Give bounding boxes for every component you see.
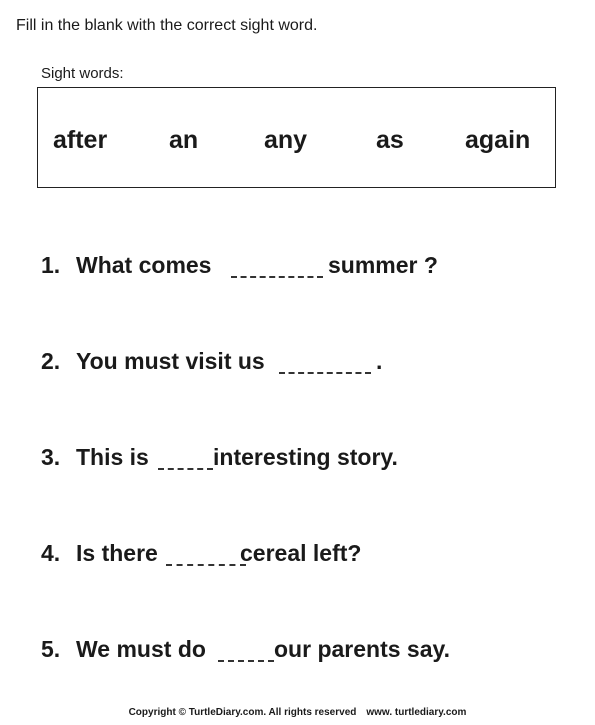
copyright-text: Copyright © TurtleDiary.com. All rights reserved: [128, 707, 357, 718]
question-text-after: cereal left?: [240, 540, 362, 566]
question-text-before: This is: [76, 444, 149, 470]
question-5: [41, 636, 581, 676]
question-2: [41, 348, 581, 388]
question-text-after: our parents say.: [274, 636, 450, 662]
question-3: [41, 444, 581, 484]
question-4: [41, 540, 581, 580]
question-number: 1.: [41, 252, 61, 278]
question-1: [41, 252, 581, 292]
sight-word-any: any: [264, 126, 308, 154]
sight-word-bank: [37, 87, 556, 188]
page-footer: [0, 707, 595, 718]
sight-word-an: an: [169, 126, 199, 154]
question-number: 4.: [41, 540, 61, 566]
answer-blank-4[interactable]: [166, 552, 246, 566]
question-text-before: Is there: [76, 540, 158, 566]
question-text-before: We must do: [76, 636, 206, 662]
sight-word-after: after: [53, 126, 108, 154]
question-number: 2.: [41, 348, 61, 374]
question-text-before: You must visit us: [76, 348, 265, 374]
website-text: www. turtlediary.com: [366, 707, 467, 718]
question-text-after: .: [376, 348, 383, 374]
question-text-before: What comes: [76, 252, 212, 278]
worksheet-instruction: Fill in the blank with the correct sight word.: [16, 17, 318, 34]
question-number: 3.: [41, 444, 61, 470]
question-text-after: summer ?: [328, 252, 438, 278]
answer-blank-1[interactable]: [231, 264, 323, 278]
answer-blank-2[interactable]: [279, 360, 371, 374]
sight-word-as: as: [376, 126, 404, 154]
sight-words-label: Sight words:: [41, 65, 124, 82]
answer-blank-3[interactable]: [158, 456, 213, 470]
question-text-after: interesting story.: [213, 444, 398, 470]
question-number: 5.: [41, 636, 61, 662]
sight-word-again: again: [465, 126, 531, 154]
answer-blank-5[interactable]: [218, 648, 274, 662]
